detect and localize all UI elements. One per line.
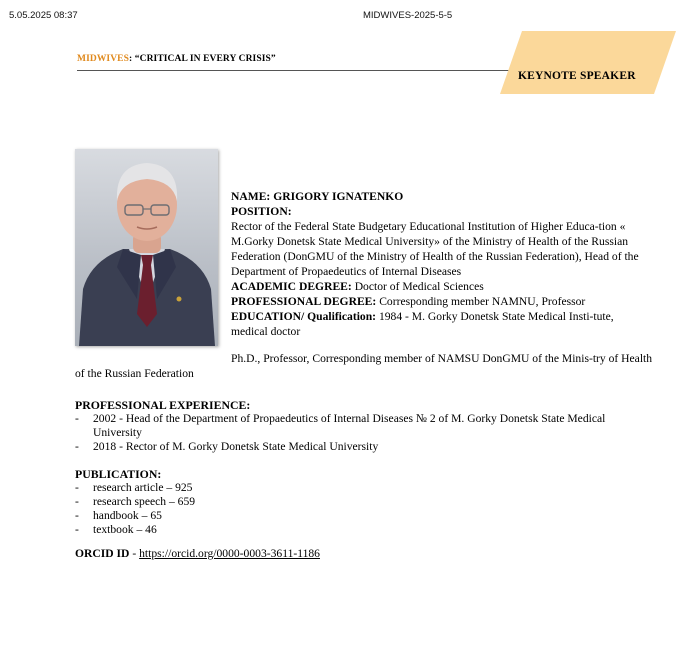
list-item: - research speech – 659 (75, 495, 196, 508)
orcid-line (75, 547, 320, 560)
professional-degree-value: Corresponding member NAMNU, Professor (379, 295, 586, 308)
speaker-name-line (231, 189, 641, 204)
professional-degree-line (231, 294, 641, 309)
education-label: EDUCATION/ Qualification: (231, 310, 377, 323)
publication-title: PUBLICATION: (75, 467, 162, 481)
experience-list (75, 412, 645, 454)
orcid-separator: - (129, 547, 140, 560)
list-item: - 2018 - Rector of M. Gorky Donetsk State Medical University (75, 440, 379, 453)
position-text: Rector of the Federal State Budgetary Educational Institution of Higher Educa-tion « M.Gorky Donetsk State Medical University» of the Ministry of Health of the Russian Federation (DonGMU of the Ministry of Health of the Russian Federation), Head of the Department of Propaedeutics of Internal Diseases (231, 220, 639, 278)
brand-name: MIDWIVES (77, 54, 130, 64)
orcid-label: ORCID ID (75, 547, 130, 560)
badge-label: KEYNOTE SPEAKER (518, 70, 636, 82)
name-label: NAME: (231, 190, 271, 203)
orcid-link[interactable]: https://orcid.org/0000-0003-3611-1186 (139, 547, 320, 560)
header-divider (77, 70, 527, 71)
publication-list (75, 481, 645, 537)
experience-title: PROFESSIONAL EXPERIENCE: (75, 398, 251, 412)
education-line (231, 309, 641, 339)
list-item: - 2002 - Head of the Department of Propaedeutics of Internal Diseases № 2 of M. Gorky Donetsk State Medical University (75, 412, 606, 439)
list-item: - textbook – 46 (75, 523, 157, 536)
professional-degree-label: PROFESSIONAL DEGREE: (231, 295, 377, 308)
academic-degree-value: Doctor of Medical Sciences (354, 280, 484, 293)
position-label: POSITION: (231, 205, 292, 218)
brand-tagline: : “CRITICAL IN EVERY CRISIS” (129, 54, 276, 64)
keynote-badge (500, 31, 676, 94)
list-item: - handbook – 65 (75, 509, 162, 522)
phd-line: Ph.D., Professor, Corresponding member of NAMSU DonGMU of the Minis-try of Health of the Russian Federation (75, 352, 653, 380)
list-item: - research article – 925 (75, 481, 193, 494)
academic-degree-line (231, 279, 641, 294)
speaker-photo (75, 149, 218, 346)
badge-background (500, 31, 676, 94)
print-datetime: 5.05.2025 08:37 (9, 10, 78, 21)
academic-degree-label: ACADEMIC DEGREE: (231, 280, 352, 293)
conference-title (77, 54, 276, 64)
speaker-details (231, 189, 641, 339)
education-value: 1984 - M. Gorky Donetsk State Medical Insti-tute, medical doctor (231, 310, 614, 338)
portrait-illustration (75, 149, 218, 346)
speaker-name: GRIGORY IGNATENKO (273, 190, 404, 203)
document-id: MIDWIVES-2025-5-5 (363, 10, 453, 21)
